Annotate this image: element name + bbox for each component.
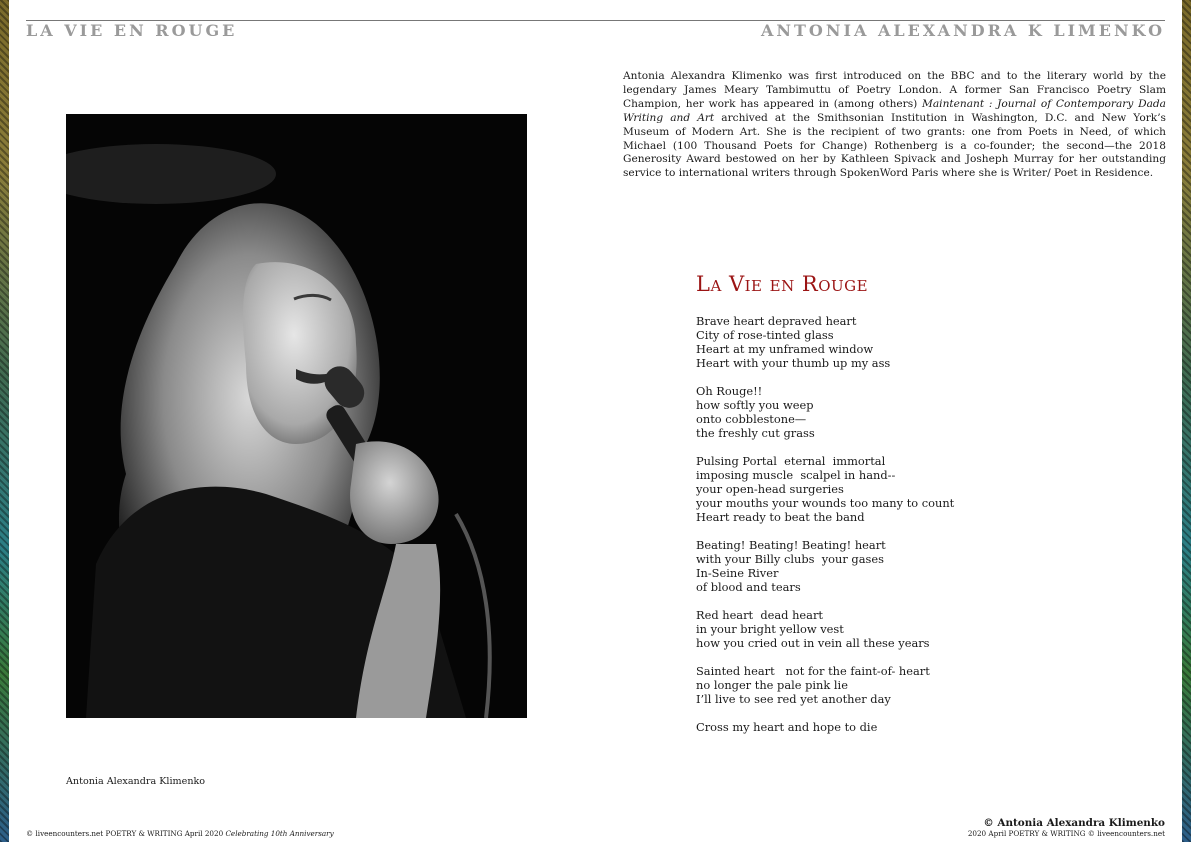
footer-left-text: © liveencounters.net POETRY & WRITING April 2020 [26,829,226,838]
footer-right: 2020 April POETRY & WRITING © liveencounters.net [967,829,1165,838]
poem-title: La Vie en Rouge [696,272,869,296]
poem-line: Cross my heart and hope to die [696,720,878,734]
poem-stanza [696,538,1116,594]
poem-line: how you cried out in vein all these years [696,636,930,650]
footer-left [26,829,334,838]
poem-stanza [696,314,1116,370]
bio-text-part1: Antonia Alexandra Klimenko was first introduced on the BBC and to the literary world by the legendary James Meary Tambimuttu of Poetry London. A former San Francisco Poetry Slam Champion, her work has appeared in (among others) [623,70,1166,110]
poem-line: onto cobblestone— [696,412,807,426]
poem-stanza [696,454,1116,524]
decorative-border-right [1182,0,1191,842]
poem-line: in your bright yellow vest [696,622,844,636]
poem-line: your mouths your wounds too many to count [696,496,955,510]
author-bio [623,70,1166,181]
performer-photo-illustration [66,114,527,718]
poem-line: Pulsing Portal eternal immortal [696,454,886,468]
poem-body [696,314,1116,748]
poem-stanza [696,608,1116,650]
poem-stanza [696,664,1116,706]
poem-line: no longer the pale pink lie [696,678,848,692]
poem-line: Heart at my unframed window [696,342,874,356]
poem-line: I’ll live to see red yet another day [696,692,891,706]
poem-line: of blood and tears [696,580,801,594]
poem-line: City of rose-tinted glass [696,328,834,342]
poem-line: Heart ready to beat the band [696,510,865,524]
copyright-notice: © Antonia Alexandra Klimenko [983,817,1165,829]
decorative-border-left [0,0,9,842]
poem-line: imposing muscle scalpel in hand-- [696,468,896,482]
bio-text-part2: archived at the Smithsonian Institution in Washington, D.C. and New York’s Museum of Modern Art. She is the recipient of two grants: one from Poets in Need, of which Michael (100 Thousand Poets for Change) Rothenberg is a co-founder; the second—the 2018 Generosity Award bestowed on her by Kathleen Spivack and Josheph Murray for her outstanding service to international writers through SpokenWord Paris where she is Writer/ Poet in Residence. [623,111,1166,180]
poem-line: Heart with your thumb up my ass [696,356,891,370]
author-photo [66,114,527,718]
poem-line: the freshly cut grass [696,426,815,440]
poem-line: Beating! Beating! Beating! heart [696,538,886,552]
bio-journal-title: Maintenant : Journal of Contemporary Dada Writing and Art [623,97,1166,124]
footer-anniversary: Celebrating 10th Anniversary [225,829,334,838]
poem-line: Red heart dead heart [696,608,823,622]
poem-stanza [696,720,1116,734]
poem-line: with your Billy clubs your gases [696,552,884,566]
poem-line: In-Seine River [696,566,779,580]
poem-line: Brave heart depraved heart [696,314,857,328]
header-title: LA VIE EN ROUGE [26,21,238,40]
header-author: ANTONIA ALEXANDRA K LIMENKO [760,21,1165,40]
poem-line: Oh Rouge!! [696,384,763,398]
poem-stanza [696,384,1116,440]
poem-line: your open-head surgeries [696,482,844,496]
photo-caption: Antonia Alexandra Klimenko [66,776,206,787]
poem-line: Sainted heart not for the faint-of- heart [696,664,930,678]
poem-line: how softly you weep [696,398,814,412]
